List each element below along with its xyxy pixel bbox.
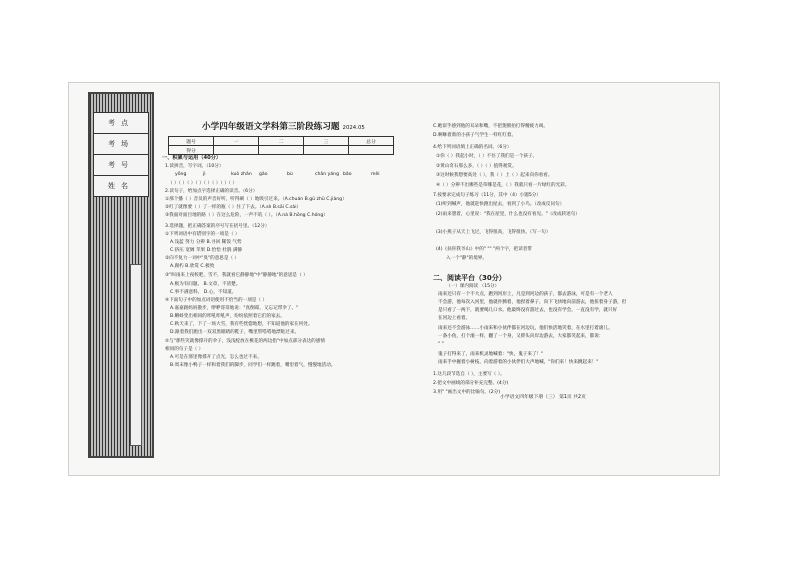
passage-line: 雨来还不会游泳……小雨来和小伙伴都在河边玩，他们快活地笑着，在水里打着滚儿。 — [438, 326, 613, 331]
score-cell — [349, 146, 394, 155]
passage-line: 一条小鱼，打个滚一样，翻了一个身，又仰头向岸边游去，大家都笑起来，都说： — [438, 334, 604, 339]
option-line: B.蝌蚪变出相同的咔吼咔吼声，纷纷依照着它们的家去。 — [170, 314, 285, 319]
score-cell — [259, 146, 304, 155]
pinyin: chǎn yáng — [315, 172, 339, 177]
field-exam-site: 考点 — [94, 113, 148, 134]
passage-quote: " " — [438, 342, 444, 347]
title-date: 2024.05 — [342, 125, 365, 131]
score-value-row — [169, 146, 394, 155]
question-7-4-cont: 入一个"静"的境界。 — [446, 256, 487, 261]
question-2: 2.读句子，给加点字选择正确的读音。（6分） — [165, 189, 258, 194]
question-3-5: ⑤与"那些笑就像撑开的伞子，浅浅绽放在桃花的两边指"中加点部分表达的感情 — [165, 339, 325, 344]
passage-line: 在河边上看着。 — [438, 316, 471, 321]
question-3-5-cont: 相同的句子是（ ） — [165, 347, 204, 352]
page-footer: 小学语文四年级下册（三） 第1页 共2页 — [500, 395, 586, 400]
score-table — [168, 136, 394, 155]
question-1: 1.读拼音，写字词。（10分） — [165, 164, 224, 169]
field-exam-room: 考场 — [94, 134, 148, 155]
passage-line: 不会游，他每次入河里，他就扑腾着，他捏着鼻子，向下飞快地向前游去，他扭着身子游，但 — [438, 300, 627, 305]
pinyin: gǎo — [259, 172, 268, 177]
binding-inner-strip — [130, 264, 142, 446]
question-4-4: ④（ ）分辨不出哪些是草哪是花，（ ）我就只看一片绿红的光彩。 — [436, 183, 570, 188]
option-line: A.可是在那里像撑开了点光，怎么也过不来。 — [170, 355, 262, 360]
title-text: 小学四年级语文学科第三阶段练习题 — [202, 122, 340, 132]
question-2c: ③我面对面目地的路（ ）在这么危险，一声不吭（ ）。（A.ná B.hōng C.hóng） — [165, 213, 328, 218]
question-7-1: (1)听到喊声，他就赶快跑出屋去，看到了小鸟。（改成反问句） — [436, 202, 565, 207]
score-cell: 题号 — [169, 137, 214, 146]
option-line: B.周末像小鸭子一样和着我们的脚步，同学们一样跳着，嘴里着气，慢慢地活动。 — [170, 363, 336, 368]
passage-line: 是只看了一两下，就要喝几口水。他最终没有游过去，也没有学会，一直没有学，就只好 — [438, 308, 618, 313]
option-line: A.极为有问题。 B.文章，不清楚。 — [170, 282, 241, 287]
section-1-heading: 一、积累与运用（40分） — [162, 155, 222, 161]
right-line: C.她似乎感到他的耳朵和嘴，不把翅膀拍打得精疲力竭。 — [433, 124, 548, 129]
pinyin: yǒng — [175, 172, 187, 177]
option-line: C.秋天来了，下了一场大雪，我有些恍惚地想，不知道他的家在何处。 — [170, 322, 313, 327]
pinyin: kuò zhǎn — [231, 172, 252, 177]
question-4: 4.给下列词语填上正确的名词。（6分） — [433, 145, 512, 150]
pinyin: bù — [287, 172, 293, 177]
question-3: 3.选择题，把正确答案的序号写在括号里。（12分） — [165, 224, 270, 229]
question-4-1: ①你（ ）我起小时，（ ）不住了我们是一个孩子。 — [436, 154, 538, 159]
question-4-2: ②黄山奇石那么多，（ ）（ ）值得观赏。 — [436, 164, 517, 169]
field-name: 姓名 — [108, 182, 134, 190]
question-7-4: (4)《扶你我爷山》中的" "" "两个字，把读者带 — [436, 247, 532, 252]
reading-question-3: 3.用" "画出文中的比喻句。(2分) — [433, 390, 501, 395]
pinyin: bǎo — [343, 172, 352, 177]
question-3-4: ④下面句子中的加点词语使用不恰当的一项是（ ） — [165, 298, 268, 303]
question-3-3: ③"叫雨来上夜校吧，雪不，我就看它静静地"中"静静地"的意思是（ ） — [165, 273, 308, 278]
option-line: D.跟着我们跑出一双双黑眼睛的鞋子，嘴里带嗒嗒地漂哒过来。 — [170, 330, 300, 335]
score-cell: 总分 — [349, 137, 394, 146]
question-4-3: ③这时候我想要高处（ ），我（ ）上（ ）起来向你看看。 — [436, 173, 553, 178]
option-line: A.腐朽 B.欣赏 C.极致 — [170, 264, 215, 269]
score-cell — [304, 146, 349, 155]
score-cell: 二 — [259, 137, 304, 146]
question-7: 7.按要求完成句子练习（11分，其中（4）小题5分） — [433, 193, 541, 198]
field-exam-number: 考号 — [94, 155, 148, 176]
binding-strip — [88, 92, 154, 458]
question-3-2: ②向不复力一词中"臭"的意思是（ ） — [165, 256, 240, 261]
option-line: C.事不满意料。 D.心，不知道。 — [170, 290, 237, 295]
score-cell: 三 — [304, 137, 349, 146]
option-line: A.浅蓝 努力 分辨 B.寻回 稀饭 气势 — [170, 240, 242, 245]
right-line: D.啊咻着新的小孩子气学生一样红红着。 — [433, 133, 517, 138]
score-cell — [214, 146, 259, 155]
exam-title — [202, 120, 365, 132]
question-3-1: ①下列词语中有错别字的一项是（ ） — [165, 232, 240, 237]
sub-heading-reading: （一）课内阅读 （15分） — [446, 284, 500, 289]
passage-line: 雨来还只有一个不大点，跑到河岸上，凡是到河边的孩子，都去游泳，可是有一个老人 — [438, 292, 613, 297]
option-line: C.挤压 宽阔 苹果 D.恰恰 杜鹃 满静 — [170, 248, 243, 253]
answer-parens-row: （ ）（ ）（ ）（ ）（ ）（ ）（ ）（ ） — [168, 181, 238, 186]
question-7-3: (3)小燕子从天上飞过，飞得很高，飞得很快。（写一句） — [436, 230, 551, 235]
pinyin-row — [175, 172, 399, 177]
pinyin: jì — [203, 172, 206, 177]
score-cell: 得分 — [169, 146, 214, 155]
student-info-box — [93, 112, 149, 197]
passage-line: 雨来手中握着小树枝，向着游着的小伙伴们大声地喊，"你们来！快来跳起来！" — [438, 360, 599, 365]
score-header-row — [169, 137, 394, 146]
question-2b: ②红了就像要（ ）了一样的瓶（ ）住了下去。（A.sè B.sāi C.sài） — [165, 205, 302, 210]
passage-line: 鬼子打得来了，雨来机灵地喊着："快，鬼子来了！" — [438, 352, 544, 357]
reading-question-2: 2.把文中画线的部分补充完整。(4分) — [433, 381, 509, 386]
section-2-heading: 二、阅读平台（30分） — [433, 274, 506, 282]
question-2a: ①那个播（ ）音员的声音好听，听得刷（ ）地吸引过来。（A.chuán B.gǔ zhǔ C.jiàng） — [165, 197, 347, 202]
score-cell: 一 — [214, 137, 259, 146]
pinyin: mèi — [371, 172, 380, 177]
question-7-2: (2)雨来想着，心里说："我在屋里，什么也没有看见。"（改成转述句） — [436, 212, 580, 217]
option-line: A.嘉嘉跟妈妈散步，咿咿哥哥地说："真倒霉，又忘记带伞了。" — [170, 306, 299, 311]
reading-question-1: 1.这几段节选自（ ），主要写（ ）。 — [433, 372, 505, 377]
